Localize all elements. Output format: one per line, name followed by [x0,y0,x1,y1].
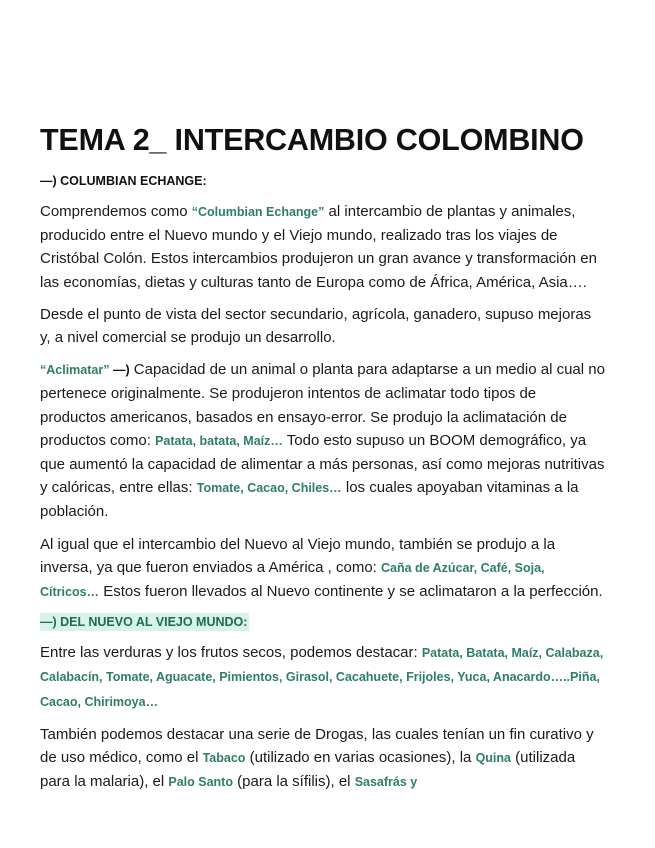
paragraph-text: Estos fueron llevados al Nuevo continente y se aclimataron a la perfección. [99,583,603,601]
paragraph-sector: Desde el punto de vista del sector secundario, agrícola, ganadero, supuso mejoras y, a nivel comercial se produjo un desarrollo. [40,305,592,347]
paragraph-aclimatar [40,358,605,523]
paragraph-text: los cuales apoyaban vitaminas a la población. [40,479,579,521]
paragraph-definition [40,200,605,294]
section-heading-columbian-exchange: —) COLUMBIAN ECHANGE: [40,174,207,188]
paragraph-inverse-exchange [40,533,605,605]
paragraph-text: Todo esto supuso un BOOM demográfico, ya que aumentó la capacidad de alimentar a más personas, así como mejoras nutritivas y calóricas, entre ellas: [40,431,605,497]
highlighted-term: Sasafrás y [354,775,418,790]
highlighted-term: “Aclimatar” [40,363,110,378]
highlighted-list: Patata, batata, Maíz… [155,433,283,448]
paragraph-vegetables [40,641,605,714]
highlighted-list: Tomate, Cacao, Chiles… [196,481,342,496]
paragraph-text: Al igual que el intercambio del Nuevo al Viejo mundo, también se produjo a la inversa, ya que fueron enviados a América , como: [40,535,556,576]
paragraph-text: (para la sífilis), el [232,773,355,791]
paragraph-drugs [40,723,605,795]
paragraph-text: (utilizado en varias ocasiones), la [245,749,476,767]
paragraph-text: al intercambio de plantas y animales, producido entre el Nuevo mundo y el Viejo mundo, realizado tras los viajes de Cristóbal Colón. Estos intercambios produjeron un gran avance y transformación en las economías, dietas y culturas tanto de Europa como de África, América, Asia…. [40,203,597,291]
document-page [40,123,605,803]
highlighted-list: Caña de Azúcar, Café, Soja, Cítricos… [40,560,545,600]
paragraph-text: (utilizada para la malaria), el [40,749,576,791]
paragraph-text: Comprendemos como [40,203,192,220]
highlighted-term: “Columbian Echange” [191,205,325,219]
term-dash: —) [109,363,130,378]
page-title: TEMA 2_ INTERCAMBIO COLOMBINO [40,123,584,157]
highlighted-term: Palo Santo [168,775,233,790]
paragraph-text: Entre las verduras y los frutos secos, podemos destacar: [40,644,422,662]
highlighted-term: Tabaco [202,751,246,766]
highlighted-list: Patata, Batata, Maíz, Calabaza, Calabacín, Tomate, Aguacate, Pimientos, Girasol, Cacahuete, Frijoles, Yuca, Anacardo…..Piña, Cacao, Chirimoya… [40,646,604,709]
section-heading-new-to-old-world: —) DEL NUEVO AL VIEJO MUNDO: [40,615,248,630]
paragraph-text: Capacidad de un animal o planta para adaptarse a un medio al cual no pertenece originalmente. Se produjeron intentos de aclimatar todo tipos de productos americanos, basados en ensayo-error. Se produjo la aclimatación de productos como: [40,361,605,449]
paragraph-text: También podemos destacar una serie de Drogas, las cuales tenían un fin curativo y de uso médico, como el [40,725,594,767]
highlighted-term: Quina [475,751,511,766]
